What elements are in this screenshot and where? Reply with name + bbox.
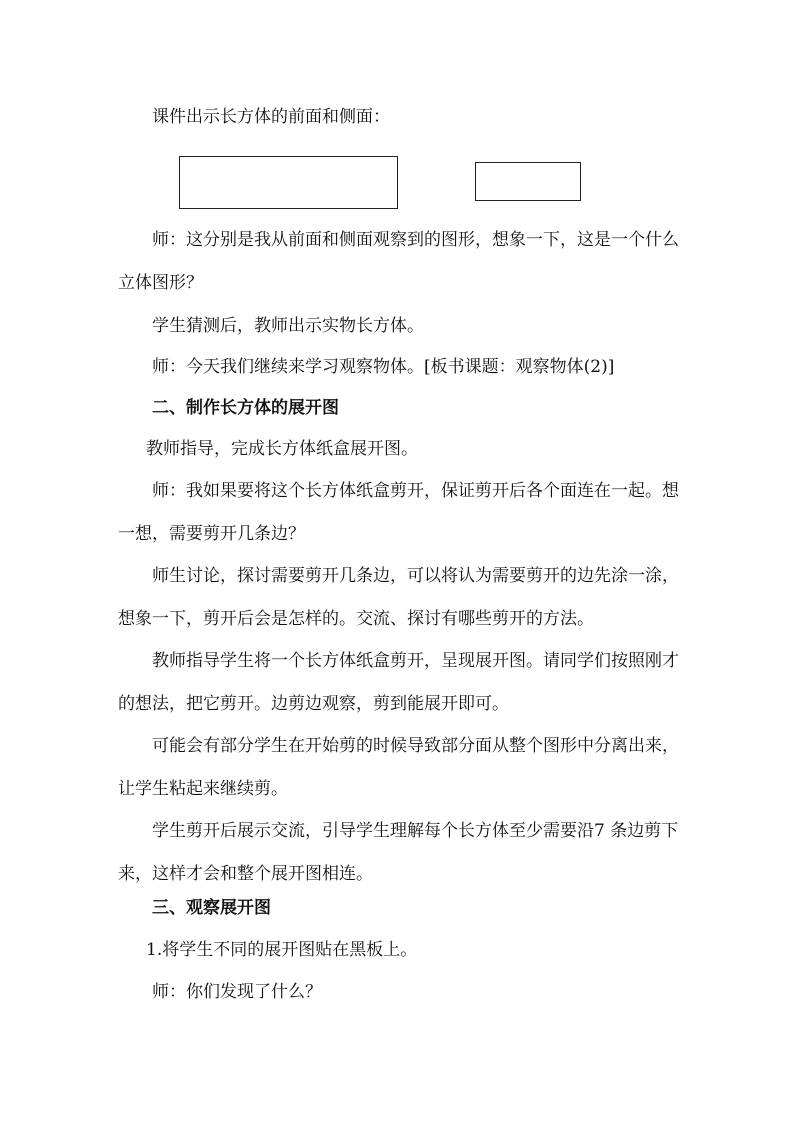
teacher-question-paragraph: 师：这分别是我从前面和侧面观察到的图形，想象一下，这是一个什么立体图形？ [118,230,679,293]
section-three-heading: 三、观察展开图 [152,898,271,918]
guide-paragraph: 教师指导，完成长方体纸盒展开图。 [146,439,418,459]
final-question-paragraph: 师：你们发现了什么？ [152,982,322,1002]
topic-paragraph: 师：今天我们继续来学习观察物体。[板书课题：观察物体(2)] [152,357,615,377]
possible-issue-paragraph: 可能会有部分学生在开始剪的时候导致部分面从整个图形中分离出来，让学生粘起来继续剪。 [118,736,679,799]
section-two-heading: 二、制作长方体的展开图 [152,398,339,418]
instruction-paragraph: 教师指导学生将一个长方体纸盒剪开，呈现展开图。请同学们按照刚才的想法，把它剪开。边剪边观察，剪到能展开即可。 [118,651,679,714]
front-view-rectangle [179,156,398,209]
discussion-paragraph: 师生讨论，探讨需要剪开几条边，可以将认为需要剪开的边先涂一涂，想象一下，剪开后会是怎样的。交流、探讨有哪些剪开的方法。 [118,566,679,629]
step-one-paragraph: 1.将学生不同的展开图贴在黑板上。 [146,940,418,960]
cut-question-paragraph: 师：我如果要将这个长方体纸盒剪开，保证剪开后各个面连在一起。想一想，需要剪开几条边？ [118,481,679,544]
side-view-rectangle [475,162,581,201]
exchange-paragraph: 学生剪开后展示交流，引导学生理解每个长方体至少需要沿7 条边剪下来，这样才会和整个展开图相连。 [118,821,679,884]
intro-paragraph: 课件出示长方体的前面和侧面： [152,107,390,127]
student-guess-paragraph: 学生猜测后，教师出示实物长方体。 [152,316,424,336]
